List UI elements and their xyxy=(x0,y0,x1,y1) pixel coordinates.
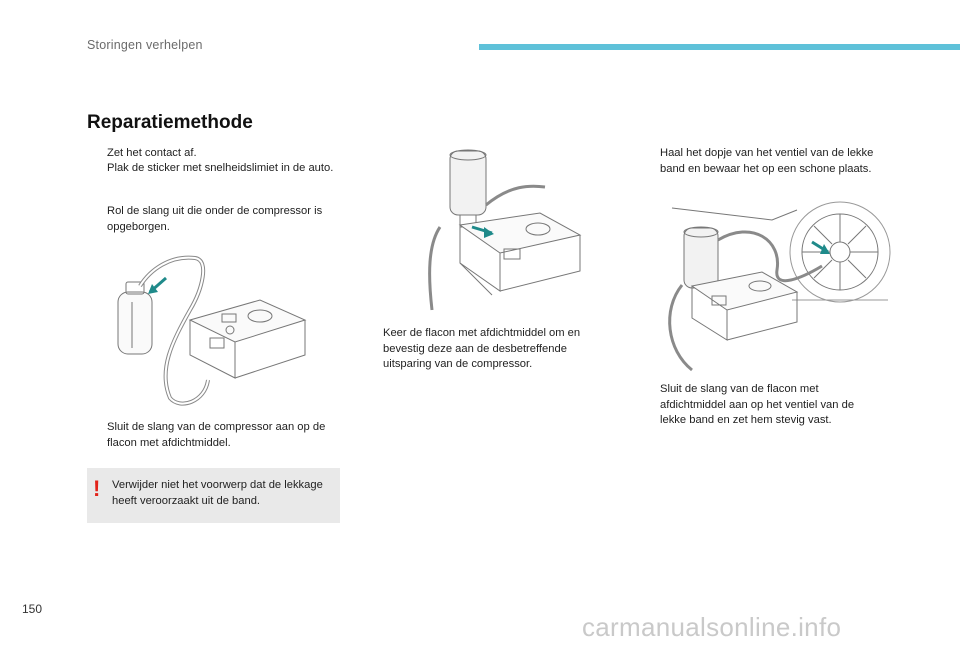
step-text: Keer de flacon met afdichtmiddel om en bevestig deze aan de desbetreffende uitsparing van de compressor. xyxy=(383,327,581,370)
step-text: Sluit de slang van de flacon met afdichtmiddel aan op het ventiel van de lekke band en zet hem stevig vast. xyxy=(660,383,855,426)
step-item xyxy=(640,146,898,177)
bullet-marker-icon xyxy=(87,161,107,177)
step-text: Zet het contact af. xyxy=(107,147,197,159)
section-accent-bar xyxy=(479,44,960,50)
compressor-with-bottle-illustration xyxy=(110,250,310,410)
bullet-marker-icon xyxy=(640,146,660,177)
bullet-marker-icon xyxy=(87,146,107,162)
step-item xyxy=(87,204,345,235)
tyre-valve-drawing xyxy=(652,200,892,375)
step-text: Plak de sticker met snelheidslimiet in de auto. xyxy=(107,162,334,174)
page-title: Reparatiemethode xyxy=(87,112,253,133)
inverted-bottle-drawing xyxy=(420,145,590,315)
step-item xyxy=(363,326,603,373)
step-text: Sluit de slang van de compressor aan op de flacon met afdichtmiddel. xyxy=(107,421,326,449)
bullet-marker-icon xyxy=(87,204,107,235)
bullet-marker-icon xyxy=(640,382,660,429)
step-text: Rol de slang uit die onder de compressor is opgeborgen. xyxy=(107,205,323,233)
step-item xyxy=(640,382,880,429)
section-label: Storingen verhelpen xyxy=(87,38,203,52)
bottle-connected-to-tyre-illustration xyxy=(652,200,892,375)
step-item xyxy=(87,420,342,451)
inverted-bottle-on-compressor-illustration xyxy=(420,145,590,315)
warning-icon: ! xyxy=(93,476,101,501)
page-number: 150 xyxy=(22,602,43,616)
step-text: Haal het dopje van het ventiel van de lekke band en bewaar het op een schone plaats. xyxy=(660,147,874,175)
compressor-hose-drawing xyxy=(110,250,310,410)
step-item xyxy=(87,161,337,177)
bullet-marker-icon xyxy=(363,326,383,373)
warning-text: Verwijder niet het voorwerp dat de lekkage heeft veroorzaakt uit de band. xyxy=(112,479,323,507)
watermark: carmanualsonline.info xyxy=(582,612,842,642)
step-item xyxy=(87,146,337,162)
bullet-marker-icon xyxy=(87,420,107,451)
